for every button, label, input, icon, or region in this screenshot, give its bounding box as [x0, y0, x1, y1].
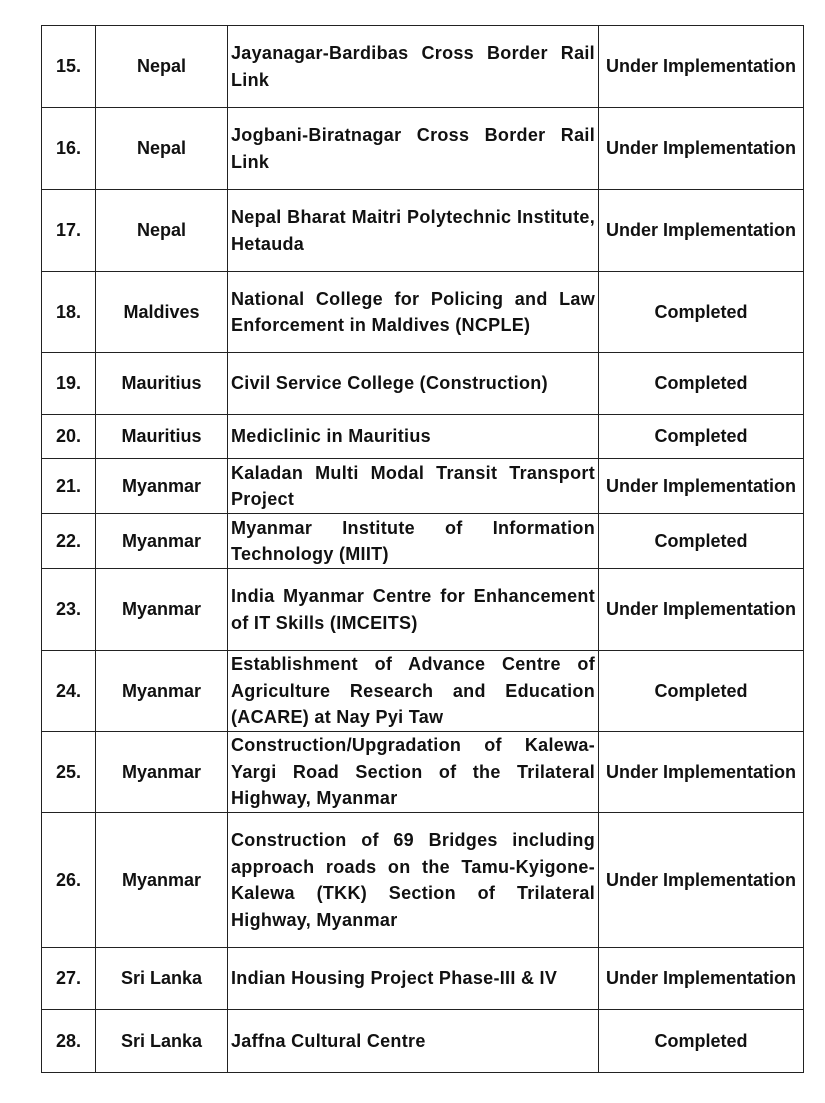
- projects-table: [41, 25, 804, 1073]
- country-cell: Myanmar: [96, 813, 228, 948]
- country-cell: Myanmar: [96, 732, 228, 813]
- project-cell: Nepal Bharat Maitri Polytechnic Institute, Hetauda: [228, 190, 599, 272]
- project-cell: Indian Housing Project Phase-III & IV: [228, 948, 599, 1010]
- project-cell: Civil Service College (Construction): [228, 353, 599, 415]
- serial-number: 17.: [42, 190, 96, 272]
- project-cell: National College for Policing and Law Enforcement in Maldives (NCPLE): [228, 272, 599, 353]
- project-cell: Establishment of Advance Centre of Agriculture Research and Education (ACARE) at Nay Pyi Taw: [228, 651, 599, 732]
- serial-number: 19.: [42, 353, 96, 415]
- table-row: [42, 1010, 804, 1073]
- table-row: [42, 813, 804, 948]
- table-row: [42, 415, 804, 459]
- project-cell: Mediclinic in Mauritius: [228, 415, 599, 459]
- serial-number: 27.: [42, 948, 96, 1010]
- project-cell: Construction of 69 Bridges including approach roads on the Tamu-Kyigone-Kalewa (TKK) Section of Trilateral Highway, Myanmar: [228, 813, 599, 948]
- project-cell: Jogbani-Biratnagar Cross Border Rail Link: [228, 108, 599, 190]
- serial-number: 28.: [42, 1010, 96, 1073]
- project-cell: Construction/Upgradation of Kalewa-Yargi Road Section of the Trilateral Highway, Myanmar: [228, 732, 599, 813]
- table-row: [42, 651, 804, 732]
- status-cell: Under Implementation: [599, 813, 804, 948]
- status-cell: Completed: [599, 415, 804, 459]
- table-row: [42, 108, 804, 190]
- status-cell: Completed: [599, 272, 804, 353]
- table-row: [42, 353, 804, 415]
- status-cell: Completed: [599, 514, 804, 569]
- serial-number: 15.: [42, 26, 96, 108]
- status-cell: Completed: [599, 1010, 804, 1073]
- table-row: [42, 948, 804, 1010]
- table-row: [42, 26, 804, 108]
- status-cell: Under Implementation: [599, 26, 804, 108]
- status-cell: Under Implementation: [599, 108, 804, 190]
- project-cell: Jayanagar-Bardibas Cross Border Rail Link: [228, 26, 599, 108]
- serial-number: 18.: [42, 272, 96, 353]
- country-cell: Nepal: [96, 190, 228, 272]
- serial-number: 20.: [42, 415, 96, 459]
- status-cell: Under Implementation: [599, 948, 804, 1010]
- country-cell: Nepal: [96, 108, 228, 190]
- table-row: [42, 459, 804, 514]
- country-cell: Nepal: [96, 26, 228, 108]
- project-cell: Jaffna Cultural Centre: [228, 1010, 599, 1073]
- country-cell: Sri Lanka: [96, 948, 228, 1010]
- serial-number: 24.: [42, 651, 96, 732]
- serial-number: 25.: [42, 732, 96, 813]
- status-cell: Under Implementation: [599, 569, 804, 651]
- table-row: [42, 514, 804, 569]
- status-cell: Completed: [599, 353, 804, 415]
- country-cell: Myanmar: [96, 514, 228, 569]
- serial-number: 16.: [42, 108, 96, 190]
- status-cell: Under Implementation: [599, 459, 804, 514]
- serial-number: 26.: [42, 813, 96, 948]
- status-cell: Completed: [599, 651, 804, 732]
- country-cell: Mauritius: [96, 415, 228, 459]
- table-row: [42, 190, 804, 272]
- status-cell: Under Implementation: [599, 190, 804, 272]
- table-row: [42, 272, 804, 353]
- country-cell: Mauritius: [96, 353, 228, 415]
- table-row: [42, 732, 804, 813]
- status-cell: Under Implementation: [599, 732, 804, 813]
- country-cell: Myanmar: [96, 651, 228, 732]
- table-row: [42, 569, 804, 651]
- serial-number: 23.: [42, 569, 96, 651]
- country-cell: Myanmar: [96, 569, 228, 651]
- project-cell: India Myanmar Centre for Enhancement of IT Skills (IMCEITS): [228, 569, 599, 651]
- serial-number: 21.: [42, 459, 96, 514]
- serial-number: 22.: [42, 514, 96, 569]
- country-cell: Sri Lanka: [96, 1010, 228, 1073]
- project-cell: Myanmar Institute of Information Technology (MIIT): [228, 514, 599, 569]
- country-cell: Myanmar: [96, 459, 228, 514]
- project-cell: Kaladan Multi Modal Transit Transport Project: [228, 459, 599, 514]
- country-cell: Maldives: [96, 272, 228, 353]
